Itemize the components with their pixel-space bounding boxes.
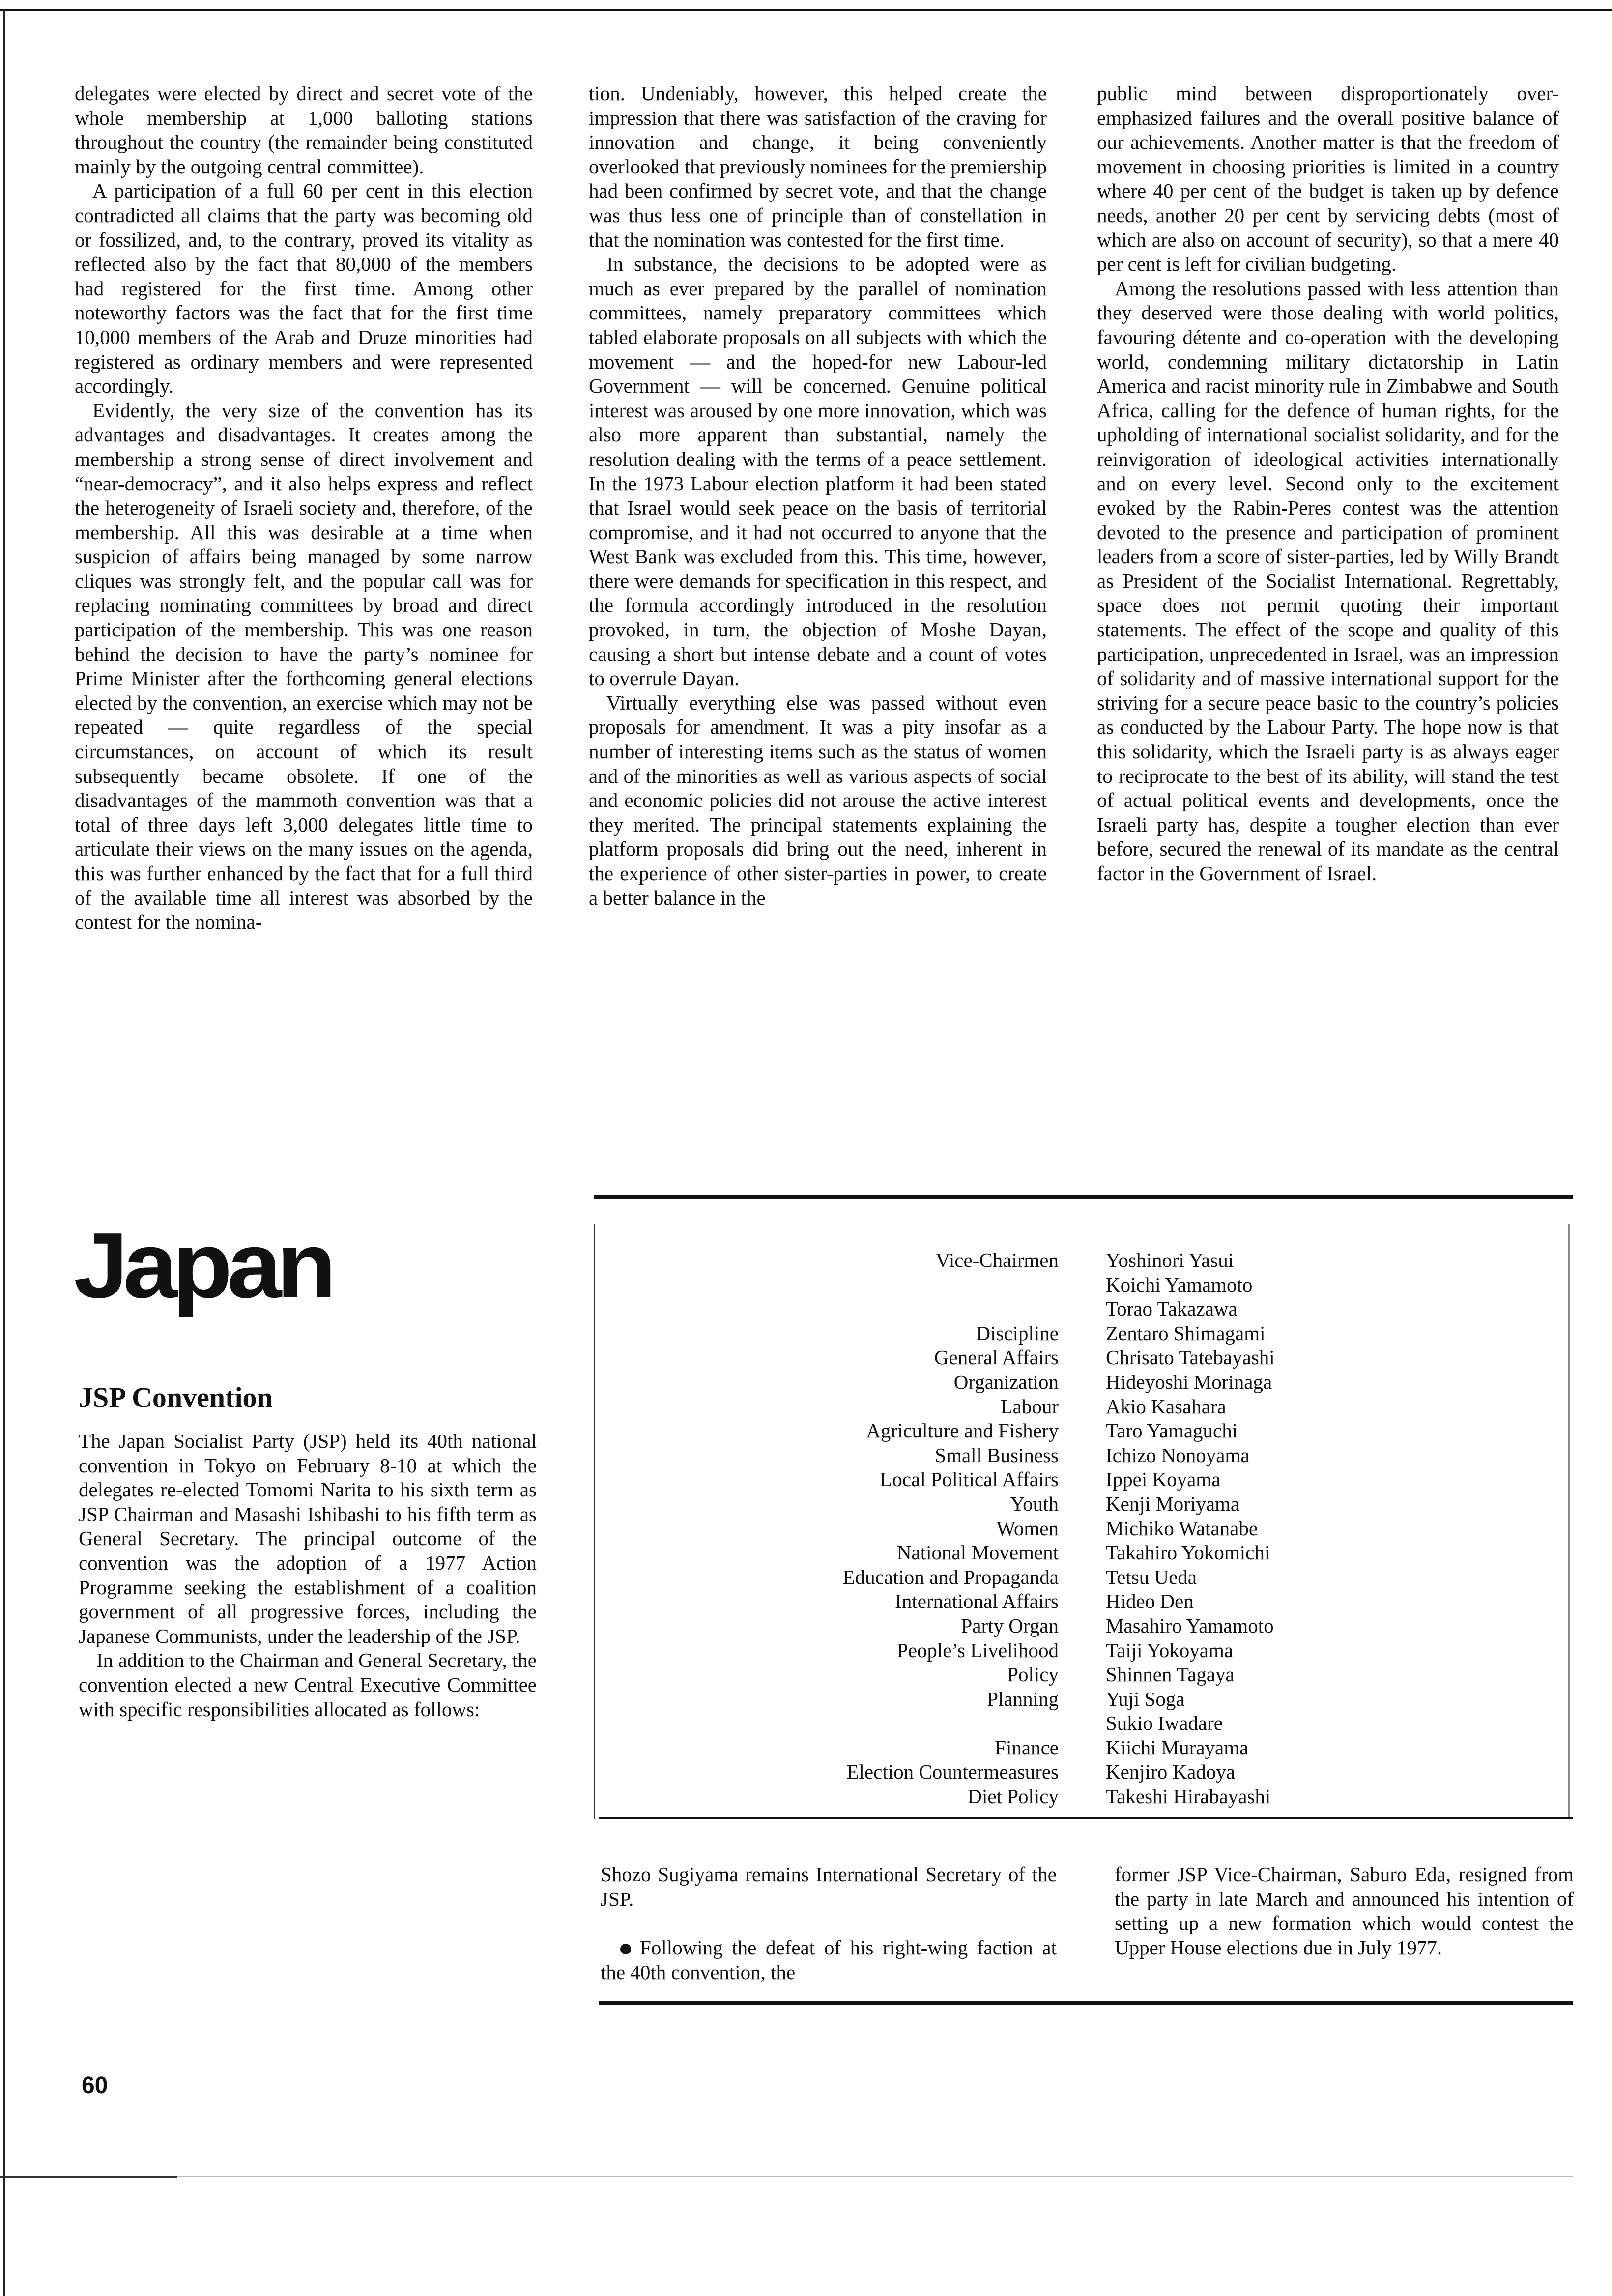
- committee-names: [1106, 1248, 1548, 1809]
- role-label: Diet Policy: [967, 1785, 1059, 1808]
- left-margin-rule: [3, 9, 5, 2296]
- member-name: Michiko Watanabe: [1106, 1517, 1258, 1540]
- section-rule: [594, 1195, 1573, 1199]
- bullet-icon: [620, 1944, 631, 1954]
- member-name: Koichi Yamamoto: [1106, 1273, 1253, 1296]
- article-column-2: [589, 82, 1047, 910]
- member-name: Masahiro Yamamoto: [1106, 1614, 1274, 1637]
- role-label: Agriculture and Fishery: [866, 1419, 1059, 1442]
- member-name: Kenjiro Kadoya: [1106, 1760, 1235, 1783]
- role-label: Labour: [1000, 1395, 1059, 1418]
- role-label: Planning: [987, 1687, 1059, 1710]
- member-name: Torao Takazawa: [1106, 1297, 1238, 1320]
- subheading: JSP Convention: [79, 1381, 273, 1413]
- paragraph-text: Following the defeat of his right-wing faction at the 40th convention, the: [601, 1936, 1057, 1983]
- member-name: Takeshi Hirabayashi: [1106, 1785, 1271, 1808]
- member-name: Taiji Yokoyama: [1106, 1638, 1234, 1662]
- member-name: Ichizo Nonoyama: [1106, 1443, 1250, 1466]
- role-label: Education and Propaganda: [842, 1565, 1059, 1588]
- paragraph: A participation of a full 60 per cent in this election contradicted all claims that the party was becoming old or fossilized, and, to the contrary, proved its vitality as reflected also by the fact that 80,000 of the members had registered for the first time. Among other noteworthy factors was the fact that for the first time 10,000 members of the Arab and Druze minorities had registered as ordinary members and were represented accordingly.: [75, 179, 533, 398]
- lower-column-2: [1115, 1863, 1574, 1960]
- role-label: Election Countermeasures: [846, 1760, 1059, 1783]
- box-bottom-rule: [599, 1817, 1573, 1819]
- role-label: International Affairs: [895, 1590, 1059, 1613]
- section-heading: Japan: [74, 1213, 332, 1318]
- paragraph: Among the resolutions passed with less attention than they deserved were those dealing with world politics, favouring détente and co-operation with the developing world, condemning military dictatorship in Latin America and racist minority rule in Zimbabwe and South Africa, calling for the defence of human rights, for the upholding of international socialist solidarity, and for the reinvigoration of ideological activities internationally and on every level. Second only to the excitement evoked by the Rabin-Peres contest was the attention devoted to the presence and participation of prominent leaders from a score of sister-parties, led by Willy Brandt as President of the Socialist International. Regrettably, space does not permit quoting their important statements. The effect of the scope and quality of this participation, unprecedented in Israel, was an impression of solidarity and of massive international support for the striving for a secure peace basic to the country’s policies as conducted by the Labour Party. The hope now is that this solidarity, which the Israeli party is as always eager to reciprocate to the best of its ability, will stand the test of actual political events and developments, once the Israeli party has, despite a tougher election than ever before, secured the renewal of its mandate as the central factor in the Government of Israel.: [1097, 277, 1559, 885]
- member-name: Yoshinori Yasui: [1106, 1249, 1234, 1271]
- role-label: Policy: [1007, 1663, 1059, 1686]
- role-label: Finance: [995, 1736, 1059, 1759]
- role-label: Small Business: [935, 1443, 1059, 1466]
- role-label: [639, 1711, 1059, 1736]
- role-label: Local Political Affairs: [880, 1468, 1059, 1491]
- role-label: [639, 1273, 1059, 1297]
- paragraph: Shozo Sugiyama remains International Secretary of the JSP.: [601, 1863, 1057, 1910]
- role-label: Party Organ: [961, 1614, 1059, 1637]
- member-name: Kiichi Murayama: [1106, 1736, 1249, 1759]
- top-rule: [0, 9, 1612, 11]
- member-name: Sukio Iwadare: [1106, 1712, 1223, 1735]
- role-label: Discipline: [976, 1321, 1059, 1345]
- member-name: Tetsu Ueda: [1106, 1565, 1197, 1588]
- role-label: General Affairs: [934, 1346, 1059, 1369]
- member-name: Kenji Moriyama: [1106, 1492, 1240, 1515]
- paragraph: delegates were elected by direct and secret vote of the whole membership at 1,000 balloting stations throughout the country (the remainder being constituted mainly by the outgoing central committee).: [75, 82, 533, 178]
- paragraph: In substance, the decisions to be adopted were as much as ever prepared by the parallel of nomination committees, namely preparatory committees which tabled elaborate proposals on all subjects with which the movement — and the hoped-for new Labour-led Government — will be concerned. Genuine political interest was aroused by one more innovation, which was also more apparent than substantial, namely the resolution dealing with the terms of a peace settlement. In the 1973 Labour election platform it had been stated that Israel would seek peace on the basis of territorial compromise, and it had not occurred to anyone that the West Bank was excluded from this. This time, however, there were demands for specification in this respect, and the formula accordingly introduced in the resolution provoked, in turn, the objection of Moshe Dayan, causing a short but intense debate and a count of votes to overrule Dayan.: [589, 253, 1047, 690]
- role-label: Youth: [1010, 1492, 1059, 1515]
- role-label: Women: [996, 1517, 1059, 1540]
- member-name: Zentaro Shimagami: [1106, 1321, 1266, 1345]
- paragraph: tion. Undeniably, however, this helped create the impression that there was satisfaction of the craving for innovation and change, it being conveniently overlooked that previously nominees for the premiership had been confirmed by secret vote, and that the change was thus less one of principle than of constellation in that the nomination was contested for the first time.: [589, 82, 1047, 251]
- jsp-article-body: [79, 1429, 537, 1722]
- article-column-1: [75, 82, 533, 935]
- member-name: Chrisato Tatebayashi: [1106, 1346, 1275, 1369]
- page-number: 60: [82, 2072, 108, 2098]
- footer-rule: [0, 2176, 177, 2178]
- role-label: National Movement: [896, 1541, 1059, 1564]
- role-label: Vice-Chairmen: [935, 1249, 1059, 1271]
- footer-rule-faint: [177, 2176, 1573, 2177]
- role-label: People’s Livelihood: [896, 1638, 1059, 1662]
- bottom-rule: [599, 2001, 1573, 2005]
- role-label: Organization: [953, 1370, 1059, 1393]
- paragraph: In addition to the Chairman and General Secretary, the convention elected a new Central Executive Committee with specific responsibilities allocated as follows:: [79, 1649, 537, 1721]
- paragraph: former JSP Vice-Chairman, Saburo Eda, resigned from the party in late March and announced his intention of setting up a new formation which would contest the Upper House elections due in July 1977.: [1115, 1863, 1574, 1959]
- member-name: Shinnen Tagaya: [1106, 1663, 1235, 1686]
- paragraph: public mind between disproportionately over-emphasized failures and the overall positive balance of our achievements. Another matter is that the freedom of movement in choosing priorities is limited in a country where 40 per cent of the budget is taken up by defence needs, another 20 per cent by servicing debts (most of which are also on account of security), so that a mere 40 per cent is left for civilian budgeting.: [1097, 82, 1559, 276]
- member-name: Ippei Koyama: [1106, 1468, 1221, 1491]
- bullet-paragraph: [601, 1936, 1057, 1984]
- lower-column-1: [601, 1863, 1057, 1984]
- member-name: Taro Yamaguchi: [1106, 1419, 1238, 1442]
- member-name: Hideo Den: [1106, 1590, 1194, 1613]
- article-column-3: [1097, 82, 1559, 886]
- member-name: Hideyoshi Morinaga: [1106, 1370, 1272, 1393]
- paragraph: Evidently, the very size of the convention has its advantages and disadvantages. It creates among the membership a strong sense of direct involvement and “near-democracy”, and it also helps express and reflect the heterogeneity of Israeli society and, therefore, of the membership. All this was desirable at a time when suspicion of affairs being managed by some narrow cliques was strongly felt, and the popular call was for replacing nominating committees by broad and direct participation of the membership. This was one reason behind the decision to have the party’s nominee for Prime Minister after the forthcoming general elections elected by the convention, an exercise which may not be repeated — quite regardless of the special circumstances, on account of which its result subsequently became obsolete. If one of the disadvantages of the mammoth convention was that a total of three days left 3,000 delegates little time to articulate their views on the many issues on the agenda, this was further enhanced by the fact that for a full third of the available time all interest was absorbed by the contest for the nomina-: [75, 399, 533, 934]
- paragraph: The Japan Socialist Party (JSP) held its 40th national convention in Tokyo on February 8-10 at which the delegates re-elected Tomomi Narita to his sixth term as JSP Chairman and Masashi Ishibashi to his fifth term as General Secretary. The principal outcome of the convention was the adoption of a 1977 Action Programme seeking the establishment of a coalition government of all progressive forces, including the Japanese Communists, under the leadership of the JSP.: [79, 1430, 537, 1647]
- paragraph: Virtually everything else was passed without even proposals for amendment. It was a pity insofar as a number of interesting items such as the status of women and of the minorities as well as various aspects of social and economic policies did not arouse the active interest they merited. The principal statements explaining the platform proposals did bring out the need, inherent in the experience of other sister-parties in power, to create a better balance in the: [589, 691, 1047, 909]
- member-name: Yuji Soga: [1106, 1687, 1185, 1710]
- member-name: Akio Kasahara: [1106, 1395, 1226, 1418]
- committee-roles: [639, 1248, 1059, 1809]
- role-label: [639, 1297, 1059, 1321]
- member-name: Takahiro Yokomichi: [1106, 1541, 1270, 1564]
